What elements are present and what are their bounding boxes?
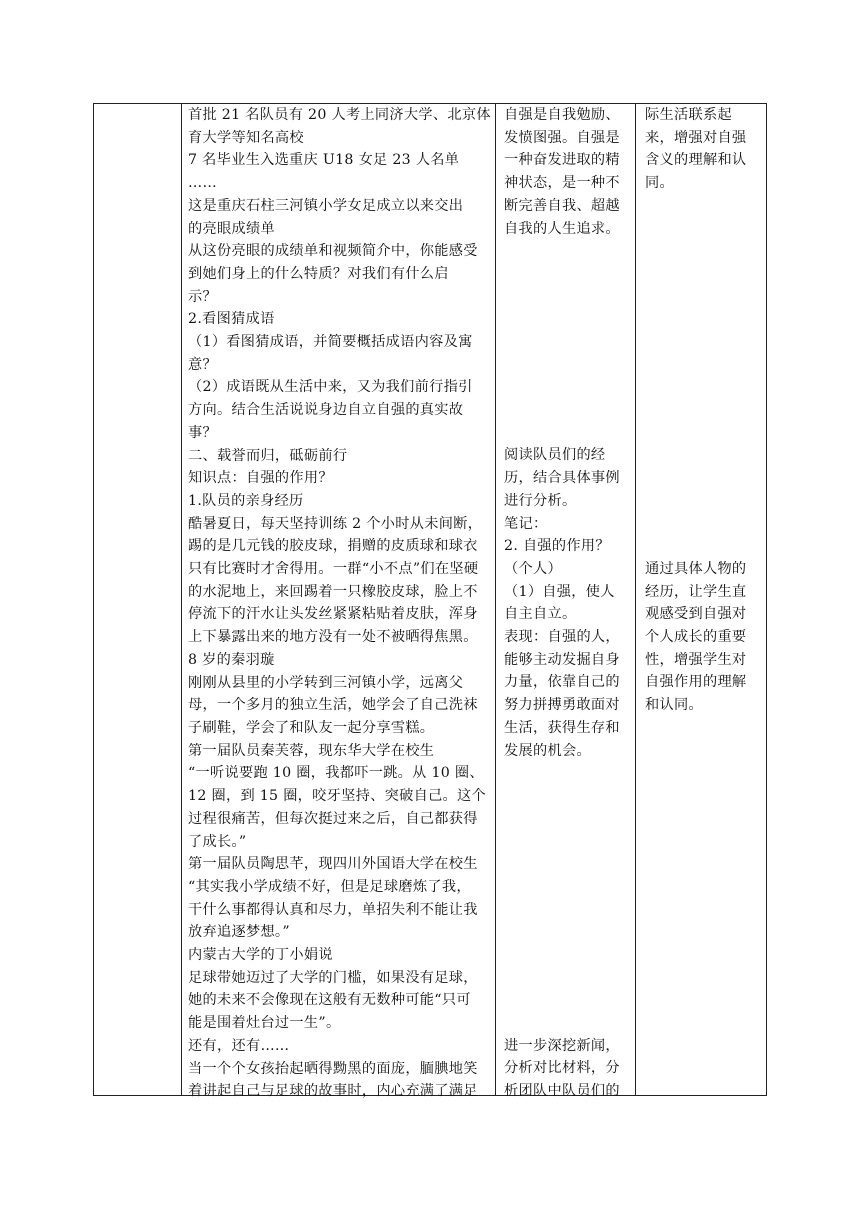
content-line: 7 名毕业生入选重庆 U18 女足 23 人名单 [188, 152, 460, 169]
content-line: 酷暑夏日，每天坚持训练 2 个小时从未间断， [188, 515, 483, 532]
content-line: 停流下的汗水让头发丝紧紧粘贴着皮肤，浑身 [188, 606, 478, 623]
activity-line: 神状态，是一种不 [504, 175, 620, 192]
blank-line [504, 921, 628, 944]
activity-line: 自我的人生追求。 [504, 220, 620, 237]
column-divider-1 [181, 104, 182, 1095]
column-divider-2 [495, 104, 496, 1095]
column-divider-3 [635, 104, 636, 1095]
content-line: 只有比赛时才舍得用。一群“小不点”们在坚硬 [188, 561, 479, 578]
blank-line [504, 762, 628, 785]
blank-line [504, 785, 628, 808]
content-line: 她的未来不会像现在这般有无数种可能“只可 [188, 992, 471, 1009]
intent-line: 际生活联系起 [645, 107, 732, 123]
student-activity-column [504, 104, 628, 1103]
blank-line [645, 399, 763, 422]
content-line: “其实我小学成绩不好，但是足球磨炼了我， [188, 878, 471, 895]
content-line: 1.队员的亲身经历 [188, 492, 304, 509]
content-line: 这是重庆石柱三河镇小学女足成立以来交出 [188, 197, 464, 214]
blank-line [645, 512, 763, 535]
activity-line: 历，结合具体事例 [504, 470, 620, 487]
content-line: 当一个个女孩抬起晒得黝黑的面庞，腼腆地笑 [188, 1060, 478, 1077]
content-line: 着讲起自己与足球的故事时，内心充满了满足 [188, 1083, 478, 1100]
blank-line [645, 376, 763, 399]
intent-line: 和认同。 [645, 697, 703, 714]
blank-line [504, 376, 628, 399]
content-line: 内蒙古大学的丁小娟说 [188, 947, 333, 964]
intent-line: 同。 [645, 175, 674, 192]
content-line: 的水泥地上，来回踢着一只橡胶皮球，脸上不 [188, 583, 478, 600]
blank-line [504, 286, 628, 309]
intent-line: 通过具体人物的 [645, 560, 747, 577]
activity-line: 2. 自强的作用？ [504, 538, 610, 555]
content-line: 育大学等知名高校 [188, 129, 304, 146]
intent-line: 个人成长的重要 [645, 628, 747, 645]
content-line: 首批 21 名队员有 20 人考上同济大学、北京体 [188, 107, 491, 123]
blank-line [504, 876, 628, 899]
content-line: 了成长。” [188, 833, 247, 850]
blank-line [504, 399, 628, 422]
design-intent-column [645, 104, 763, 717]
content-line: 意？ [188, 356, 217, 373]
content-line: 12 圈，到 15 圈，咬牙坚持、突破自己。这个 [188, 788, 487, 805]
content-line: 母，一个多月的独立生活，她学会了自己洗袜 [188, 697, 478, 714]
activity-line: 进一步深挖新闻， [504, 1037, 620, 1054]
blank-line [504, 263, 628, 286]
blank-line [504, 331, 628, 354]
content-line: 刚刚从县里的小学转到三河镇小学，远离父 [188, 674, 464, 691]
content-line: 事？ [188, 424, 217, 441]
activity-line: 自强是自我勉励、 [504, 107, 620, 123]
blank-line [504, 989, 628, 1012]
content-line: 方向。结合生活说说身边自立自强的真实故 [188, 402, 464, 419]
activity-line: （1）自强，使人 [504, 583, 615, 600]
activity-line: 进行分析。 [504, 492, 577, 509]
blank-line [504, 308, 628, 331]
blank-line [504, 1012, 628, 1035]
content-line: 还有，还有…… [188, 1037, 290, 1054]
blank-line [504, 898, 628, 921]
content-line: 从这份亮眼的成绩单和视频简介中，你能感受 [188, 243, 478, 260]
activity-line: 自主自立。 [504, 606, 577, 623]
activity-line: 阅读队员们的经 [504, 447, 606, 464]
activity-line: 析团队中队员们的 [504, 1082, 620, 1099]
content-line: 8 岁的秦羽璇 [188, 651, 275, 668]
activity-line: （个人） [504, 560, 562, 577]
content-line: 2.看图猜成语 [188, 311, 275, 328]
blank-line [645, 535, 763, 558]
activity-line: 发愤图强。自强是 [504, 129, 620, 146]
blank-line [645, 444, 763, 467]
activity-line: 发展的机会。 [504, 742, 591, 759]
content-line: （2）成语既从生活中来，又为我们前行指引 [188, 379, 473, 396]
activity-line: 笔记： [504, 515, 548, 532]
content-line: 子刷鞋，学会了和队友一起分享雪糕。 [188, 719, 435, 736]
activity-line: 能够主动发掘自身 [504, 651, 620, 668]
blank-line [504, 830, 628, 853]
blank-line [645, 263, 763, 286]
content-line: 第一届队员陶思芊，现四川外国语大学在校生 [188, 856, 478, 873]
content-line: 上下暴露出来的地方没有一处不被晒得焦黑。 [188, 629, 478, 646]
content-line: 知识点：自强的作用？ [188, 470, 333, 487]
blank-line [645, 286, 763, 309]
intent-line: 含义的理解和认 [645, 152, 747, 169]
blank-line [504, 808, 628, 831]
blank-line [504, 354, 628, 377]
content-line: 二、载誉而归，砥砺前行 [188, 447, 348, 464]
content-line: 能是围着灶台过一生”。 [188, 1015, 341, 1032]
blank-line [645, 354, 763, 377]
activity-line: 分析对比材料，分 [504, 1060, 620, 1077]
blank-line [645, 308, 763, 331]
content-line: “一听说要跑 10 圈，我都吓一跳。从 10 圈、 [188, 765, 484, 782]
blank-line [645, 240, 763, 263]
blank-line [504, 966, 628, 989]
blank-line [645, 331, 763, 354]
blank-line [645, 218, 763, 241]
blank-line [645, 467, 763, 490]
activity-line: 断完善自我、超越 [504, 197, 620, 214]
intent-line: 自强作用的理解 [645, 674, 747, 691]
content-line: 踢的是几元钱的胶皮球，捐赠的皮质球和球衣 [188, 538, 478, 555]
activity-line: 力量，依靠自己的 [504, 674, 620, 691]
activity-line: 努力拼搏勇敢面对 [504, 697, 620, 714]
content-line: 足球带她迈过了大学的门槛，如果没有足球， [188, 969, 478, 986]
activity-line: 生活，获得生存和 [504, 719, 620, 736]
content-line: 过程很痛苦，但每次挺过来之后，自己都获得 [188, 810, 478, 827]
teaching-content-column [188, 104, 492, 1103]
activity-line: 表现：自强的人， [504, 629, 620, 646]
blank-line [645, 490, 763, 513]
content-line: 干什么事都得认真和尽力，单招失利不能让我 [188, 901, 478, 918]
intent-line: 经历，让学生直 [645, 583, 747, 600]
blank-line [645, 422, 763, 445]
blank-line [504, 944, 628, 967]
content-line: （1）看图猜成语，并简要概括成语内容及寓 [188, 334, 473, 351]
blank-line [504, 853, 628, 876]
blank-line [504, 422, 628, 445]
content-line: …… [188, 175, 217, 192]
content-line: 的亮眼成绩单 [188, 220, 275, 237]
intent-line: 来，增强对自强 [645, 129, 747, 146]
content-line: 到她们身上的什么特质？对我们有什么启 [188, 265, 449, 282]
intent-line: 观感受到自强对 [645, 606, 747, 623]
blank-line [645, 195, 763, 218]
content-line: 放弃追逐梦想。” [188, 924, 290, 941]
lesson-table [93, 103, 767, 1100]
blank-line [504, 240, 628, 263]
content-line: 示？ [188, 288, 217, 305]
activity-line: 一种奋发进取的精 [504, 152, 620, 169]
intent-line: 性，增强学生对 [645, 651, 747, 668]
content-line: 第一届队员秦芙蓉，现东华大学在校生 [188, 742, 435, 759]
